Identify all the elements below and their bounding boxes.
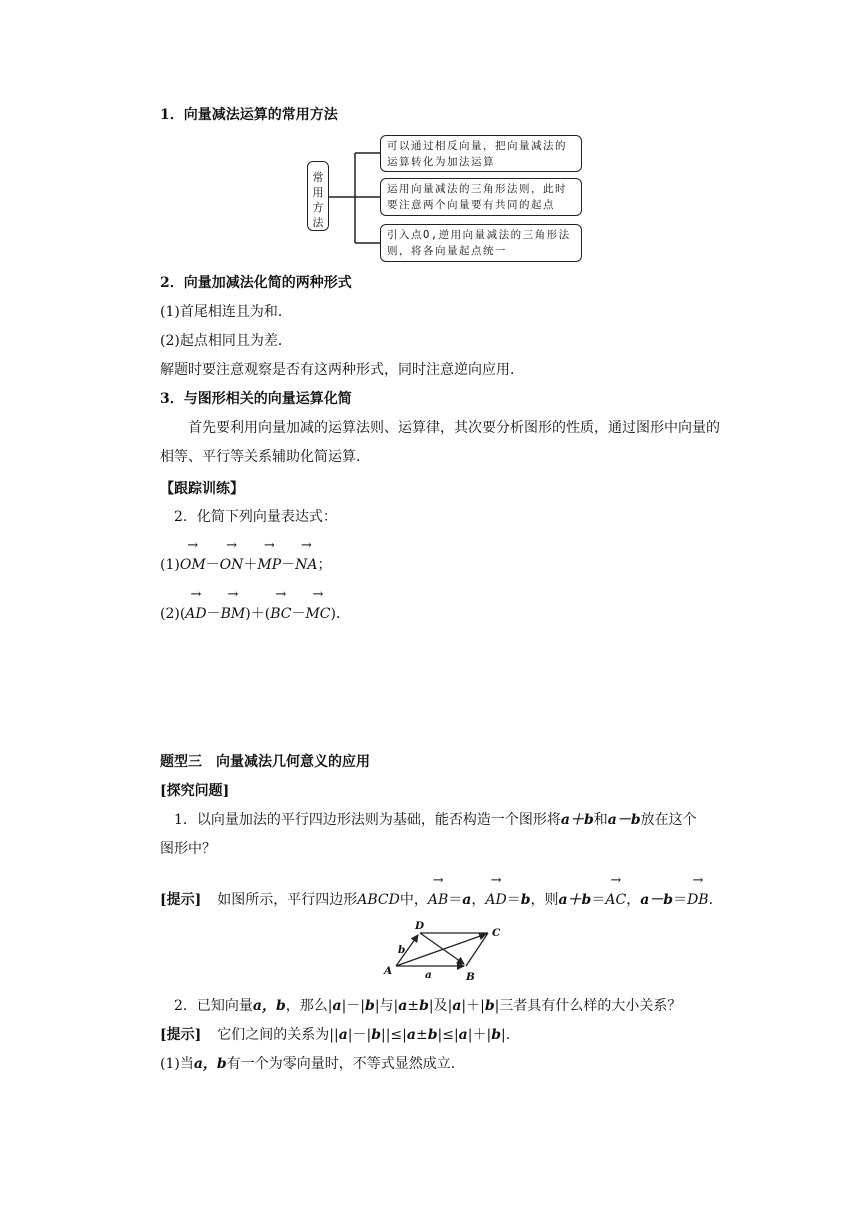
diagram-main-char: 方 (312, 201, 324, 214)
text: |及| (428, 998, 453, 1014)
expr-prefix: (2)( (160, 606, 186, 622)
math-b: b (427, 1027, 438, 1043)
vector-mp: → MP (257, 555, 281, 575)
vector-db: → DB (687, 890, 709, 910)
hint-2 (160, 1025, 510, 1045)
diagram-main-box (307, 161, 329, 231)
section-2-heading: 2．向量加减法化简的两种形式 (160, 275, 352, 291)
math-abcd: ABCD (357, 892, 400, 908)
section-2-note: 解题时要注意观察是否有这两种形式，同时注意逆向应用． (160, 362, 524, 378)
math-ab: a，b (252, 998, 286, 1014)
math-a-minus-b: a－b (607, 812, 641, 828)
math-a-minus-b: a－b (640, 892, 674, 908)
section-3-line-1: 首先要利用向量加减的运算法则、运算律，其次要分析图形的性质，通过图形中向量的 (188, 420, 720, 436)
text: |－| (341, 998, 366, 1014)
text: 中， (399, 892, 428, 908)
math-b: b (365, 998, 375, 1014)
diagram-main-char: 常 (312, 171, 324, 184)
text: ＝ (591, 892, 606, 908)
text: 2．已知向量 (174, 998, 253, 1014)
text: |－| (347, 1027, 372, 1043)
vector-ad: → AD (185, 604, 206, 624)
topic-3-heading: 题型三 向量减法几何意义的应用 (160, 754, 370, 770)
vector-ac: → AC (605, 890, 626, 910)
vector-bc: → BC (270, 604, 291, 624)
text: 如图所示，平行四边形 (217, 892, 358, 908)
text: (1)当 (160, 1056, 194, 1072)
vector-ad: → AD (485, 890, 506, 910)
expr-suffix: )． (330, 606, 350, 622)
text: ± (407, 998, 420, 1014)
text: |. (500, 1027, 511, 1043)
diagram-main-char: 用 (312, 186, 324, 199)
diagram-method-box-3: 引入点O,逆用向量减法的三角形法则，将各向量起点统一 (380, 224, 582, 262)
math-b: b (484, 998, 495, 1014)
question-2 (174, 996, 681, 1016)
expr-suffix: ； (317, 557, 332, 573)
vector-on: → ON (220, 555, 244, 575)
math-a-plus-b: a＋b (558, 892, 592, 908)
label-b-point: B (466, 971, 475, 983)
diagonal-ac-arrow (396, 934, 486, 966)
vector-na: → NA (295, 555, 317, 575)
vector-bm: → BM (221, 604, 246, 624)
hint-tag: [提示] (160, 1027, 202, 1043)
operator: ＋ (243, 557, 258, 573)
text: |＋| (461, 998, 485, 1014)
expr-prefix: (1) (160, 557, 180, 573)
diagram-method-box-1: 可以通过相反向量，把向量减法的运算转化为加法运算 (380, 135, 582, 172)
math-a: a (398, 998, 408, 1014)
hint-1 (160, 890, 713, 910)
diagram-main-char: 法 (312, 216, 324, 229)
text: ± (415, 1027, 428, 1043)
operator: － (206, 606, 221, 622)
vector-ab: → AB (428, 890, 448, 910)
question-1-line-2: 图形中？ (160, 841, 216, 857)
text: ，则 (530, 892, 559, 908)
text: ， (626, 892, 641, 908)
text: 1．以向量加法的平行四边形法则为基础，能否构造一个图形将 (174, 812, 561, 828)
math-ab: a，b (193, 1056, 227, 1072)
expr-middle: )＋( (245, 606, 271, 622)
section-1-heading: 1．向量减法运算的常用方法 (160, 107, 338, 123)
diagonal-db-arrow (420, 933, 464, 964)
section-2-item-1: (1)首尾相连且为和． (160, 304, 292, 320)
math-a: a (462, 892, 472, 908)
math-a: a (452, 998, 462, 1014)
operator: － (205, 557, 220, 573)
text: 放在这个 (640, 812, 697, 828)
math-a-plus-b: a＋b (560, 812, 594, 828)
text: |三者具有什么样的大小关系？ (494, 998, 682, 1014)
text: ||≤| (381, 1027, 407, 1043)
text: 它们之间的关系为|| (217, 1027, 339, 1043)
text: ＝ (448, 892, 463, 908)
text: 和 (593, 812, 608, 828)
text: ，那么| (285, 998, 333, 1014)
text: |＋| (467, 1027, 492, 1043)
diagram-method-box-2: 运用向量减法的三角形法则，此时要注意两个向量要有共同的起点 (380, 178, 582, 216)
practice-expression-2 (160, 604, 350, 624)
text: 有一个为零向量时，不等式显然成立． (226, 1056, 465, 1072)
section-3-heading: 3．与图形相关的向量运算化简 (160, 391, 352, 407)
math-a: a (338, 1027, 348, 1043)
text: |与| (374, 998, 399, 1014)
text: ＝ (673, 892, 688, 908)
math-b: b (520, 892, 531, 908)
math-a: a (458, 1027, 468, 1043)
parallelogram-figure (380, 918, 510, 984)
practice-title: 【跟踪训练】 (160, 481, 244, 497)
hint-tag: [提示] (160, 892, 202, 908)
text: ＝ (506, 892, 521, 908)
label-a-point: A (384, 965, 393, 977)
math-a: a (406, 1027, 416, 1043)
edge-bc (466, 933, 488, 966)
math-b: b (419, 998, 429, 1014)
label-c-point: C (492, 927, 501, 939)
math-b: b (371, 1027, 381, 1043)
math-b: b (491, 1027, 501, 1043)
text: . (708, 892, 714, 908)
text: |≤| (437, 1027, 459, 1043)
section-3-line-2: 相等、平行等关系辅助化简运算． (160, 449, 370, 465)
vector-mc: → MC (305, 604, 330, 624)
paragraph-1 (160, 1054, 465, 1074)
section-2-item-2: (2)起点相同且为差． (160, 333, 292, 349)
vector-om: → OM (180, 555, 206, 575)
practice-question: 2．化简下列向量表达式： (174, 509, 337, 525)
operator: － (291, 606, 306, 622)
text: ， (471, 892, 486, 908)
explore-questions-label: [探究问题] (160, 783, 230, 799)
label-vector-b: b (398, 944, 406, 956)
question-1-line-1 (174, 810, 697, 830)
practice-expression-1 (160, 555, 332, 575)
math-a: a (332, 998, 342, 1014)
operator: － (281, 557, 296, 573)
label-d-point: D (415, 920, 425, 932)
label-vector-a: a (425, 969, 432, 981)
